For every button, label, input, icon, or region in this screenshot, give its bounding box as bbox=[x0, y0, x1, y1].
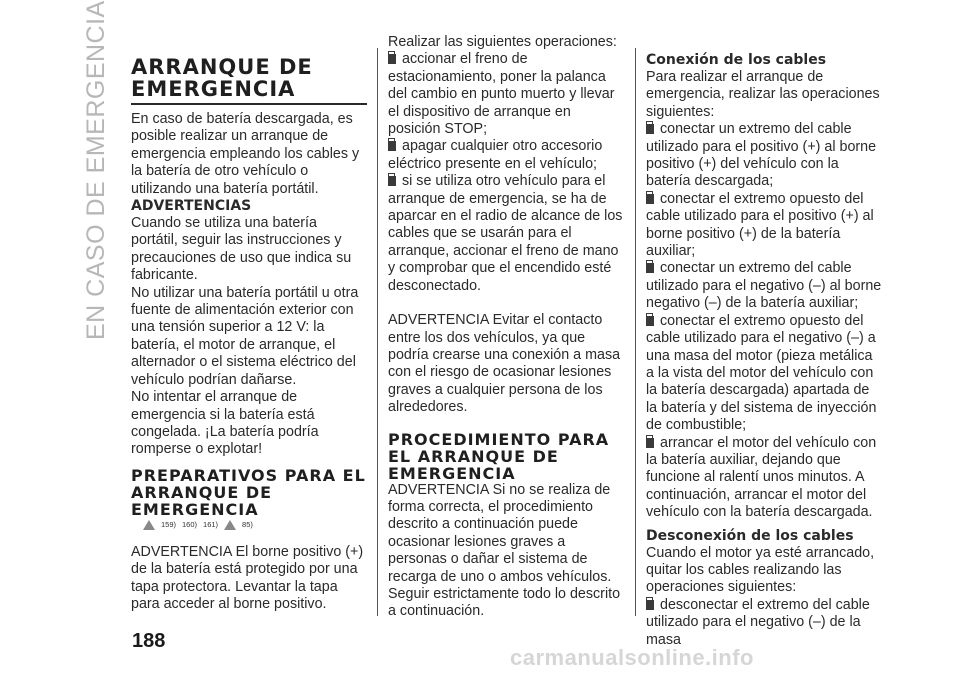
bullet-icon bbox=[646, 263, 654, 273]
list-item: conectar el extremo opuesto del cable utilizado para el negativo (–) a una masa del motor (pieza metálica a la vista del motor del vehículo con la batería descargada) apartada de la batería y del sistema de inyección de combustible; bbox=[646, 312, 877, 434]
reference-number: 85) bbox=[242, 520, 253, 530]
bullet-icon bbox=[646, 438, 654, 448]
warning-paragraph: ADVERTENCIA Evitar el contacto entre los dos vehículos, ya que podría crearse una conexión a masa con el riesgo de ocasionar lesiones graves a cualquier persona de los alrededores. bbox=[388, 312, 621, 416]
warning-paragraph: ADVERTENCIA Si no se realiza de forma correcta, el procedimiento descrito a continuación puede ocasionar lesiones graves a personas o dañar el sistema de recarga de uno o ambos vehículos. Seguir estrictamente todo lo descrito a continuación. bbox=[388, 481, 621, 620]
reference-number: 161) bbox=[203, 520, 219, 530]
list-item: arrancar el motor del vehículo con la batería auxiliar, dejando que funcione al ralentí unos minutos. A continuación, arrancar el motor del vehículo con la batería descargada. bbox=[646, 434, 877, 521]
column-divider bbox=[635, 48, 636, 616]
bullet-icon bbox=[646, 194, 654, 204]
column-divider bbox=[377, 48, 378, 616]
bullet-icon bbox=[388, 54, 396, 64]
reference-number: 160) bbox=[182, 520, 198, 530]
section-side-tab bbox=[82, 0, 112, 340]
bullet-icon bbox=[646, 600, 654, 610]
list-item: conectar un extremo del cable utilizado para el negativo (–) al borne negativo (–) de la batería auxiliar; bbox=[646, 260, 882, 312]
bullet-icon bbox=[388, 141, 396, 151]
intro-paragraph: En caso de batería descargada, es posible realizar un arranque de emergencia empleando los cables y la batería de otro vehículo o utilizando una batería portátil. bbox=[131, 111, 360, 197]
list-item: conectar un extremo del cable utilizado para el positivo (+) al borne positivo (+) del vehículo con la batería descargada; bbox=[646, 121, 877, 190]
warning-triangle-icon bbox=[143, 520, 155, 530]
list-item: apagar cualquier otro accesorio eléctrico presente en el vehículo; bbox=[388, 138, 603, 172]
column-3 bbox=[646, 52, 882, 649]
watermark: carmanualsonline.info bbox=[510, 645, 754, 670]
intro-paragraph: Realizar las siguientes operaciones: bbox=[388, 34, 617, 50]
warning-paragraph: ADVERTENCIA El borne positivo (+) de la batería está protegido por una tapa protectora. Levantar la tapa para acceder al borne positivo. bbox=[131, 543, 364, 612]
list-item: si se utiliza otro vehículo para el arranque de emergencia, se ha de aparcar en el radio de alcance de los cables que se usarán para el arranque, accionar el freno de mano y comprobar que el encendido esté desconectado. bbox=[388, 173, 623, 294]
section-title: ARRANQUE DE EMERGENCIA bbox=[131, 55, 313, 101]
page-number: 188 bbox=[132, 630, 166, 652]
intro-paragraph: Cuando el motor ya esté arrancado, quitar los cables realizando las operaciones siguientes: bbox=[646, 544, 875, 596]
section-side-tab-label: EN CASO DE EMERGENCIA bbox=[82, 0, 110, 340]
title-rule bbox=[131, 103, 367, 105]
column-2 bbox=[388, 34, 624, 621]
subsection-title: PROCEDIMIENTO PARA EL ARRANQUE DE EMERGENCIA bbox=[388, 429, 610, 483]
warnings-heading: ADVERTENCIAS bbox=[131, 198, 252, 215]
list-item: desconectar el extremo del cable utilizado para el negativo (–) de la masa bbox=[646, 596, 870, 648]
intro-paragraph: Para realizar el arranque de emergencia, realizar las operaciones siguientes: bbox=[646, 69, 880, 120]
bullet-icon bbox=[646, 316, 654, 326]
column-1 bbox=[131, 48, 367, 613]
bullet-icon bbox=[388, 176, 396, 186]
subsection-heading: Conexión de los cables bbox=[646, 52, 827, 68]
warning-paragraph: No utilizar una batería portátil u otra fuente de alimentación exterior con una tensión superior a 12 V: la batería, el motor de arranque, el alternador o el sistema eléctrico del vehículo podrían dañarse. bbox=[131, 284, 359, 388]
reference-marks bbox=[143, 520, 367, 530]
warning-paragraph: No intentar el arranque de emergencia si la batería está congelada. ¡La batería podría romperse o explotar! bbox=[131, 389, 319, 458]
list-item: accionar el freno de estacionamiento, poner la palanca del cambio en punto muerto y llevar el dispositivo de arranque en posición STOP; bbox=[388, 51, 615, 138]
bullet-icon bbox=[646, 124, 654, 134]
subsection-title: PREPARATIVOS PARA EL ARRANQUE DE EMERGENCIA bbox=[131, 465, 366, 519]
caution-triangle-icon bbox=[224, 520, 236, 530]
subsection-heading: Desconexión de los cables bbox=[646, 527, 854, 544]
list-item: conectar el extremo opuesto del cable utilizado para el positivo (+) al borne positivo (+) de la batería auxiliar; bbox=[646, 190, 874, 260]
warning-paragraph: Cuando se utiliza una batería portátil, seguir las instrucciones y precauciones de uso que indica su fabricante. bbox=[131, 215, 352, 284]
reference-number: 159) bbox=[161, 520, 177, 530]
